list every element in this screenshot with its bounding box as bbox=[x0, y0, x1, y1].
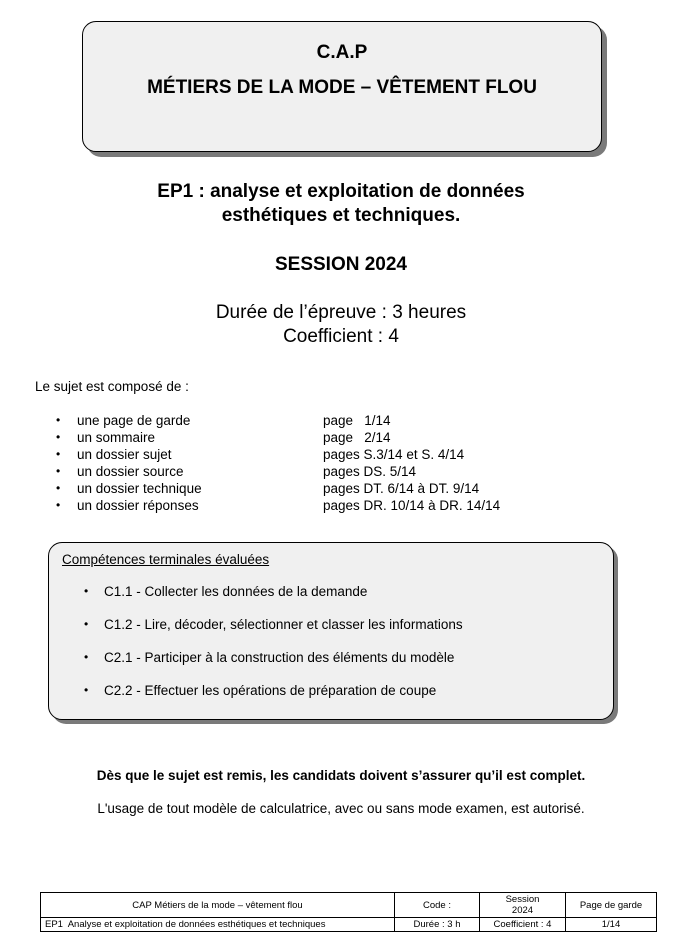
item-label: un dossier réponses bbox=[77, 498, 199, 513]
calculator-notice: L'usage de tout modèle de calculatrice, avec ou sans mode examen, est autorisé. bbox=[97, 801, 585, 816]
list-item bbox=[50, 463, 650, 480]
item-pages: page 1/14 bbox=[323, 413, 391, 428]
competence-text: C2.2 - Effectuer les opérations de préparation de coupe bbox=[104, 683, 437, 698]
footer-table bbox=[40, 892, 657, 932]
list-item bbox=[50, 497, 650, 514]
bullet-icon: • bbox=[56, 498, 61, 512]
diploma-title: C.A.P bbox=[316, 42, 368, 63]
footer-session-label: Session bbox=[505, 894, 540, 905]
footer-coefficient: Coefficient : 4 bbox=[480, 918, 566, 932]
list-item bbox=[50, 429, 650, 446]
bullet-icon: • bbox=[56, 430, 61, 444]
table-row bbox=[41, 893, 657, 918]
title-box bbox=[82, 21, 602, 152]
bullet-icon: • bbox=[56, 447, 61, 461]
item-label: un dossier technique bbox=[77, 481, 202, 496]
footer-diploma: CAP Métiers de la mode – vêtement flou bbox=[41, 893, 395, 918]
bullet-icon: • bbox=[84, 650, 89, 664]
bullet-icon: • bbox=[84, 584, 89, 598]
footer-duration: Durée : 3 h bbox=[395, 918, 480, 932]
item-pages: pages DT. 6/14 à DT. 9/14 bbox=[323, 481, 480, 496]
competence-text: C1.2 - Lire, décoder, sélectionner et classer les informations bbox=[104, 617, 463, 632]
footer-subject: EP1 Analyse et exploitation de données esthétiques et techniques bbox=[41, 918, 395, 932]
exam-title-line2: esthétiques et techniques. bbox=[221, 205, 461, 226]
bullet-icon: • bbox=[84, 683, 89, 697]
footer-code: Code : bbox=[395, 893, 480, 918]
bullet-icon: • bbox=[56, 413, 61, 427]
footer-session bbox=[480, 893, 566, 918]
footer-session-year: 2024 bbox=[511, 905, 534, 916]
contents-intro: Le sujet est composé de : bbox=[35, 379, 189, 394]
bullet-icon: • bbox=[84, 617, 89, 631]
list-item bbox=[50, 412, 650, 429]
completeness-notice: Dès que le sujet est remis, les candidats doivent s’assurer qu’il est complet. bbox=[96, 768, 586, 783]
item-label: une page de garde bbox=[77, 413, 191, 428]
item-label: un sommaire bbox=[77, 430, 156, 445]
contents-list bbox=[50, 412, 650, 514]
exam-duration: Durée de l’épreuve : 3 heures bbox=[215, 302, 467, 323]
competences-title: Compétences terminales évaluées bbox=[62, 552, 270, 567]
list-item bbox=[50, 446, 650, 463]
bullet-icon: • bbox=[56, 464, 61, 478]
competence-text: C2.1 - Participer à la construction des éléments du modèle bbox=[104, 650, 455, 665]
footer-page-number: 1/14 bbox=[566, 918, 657, 932]
item-pages: page 2/14 bbox=[323, 430, 391, 445]
specialty-title: MÉTIERS DE LA MODE – VÊTEMENT FLOU bbox=[147, 77, 537, 98]
item-label: un dossier source bbox=[77, 464, 184, 479]
item-pages: pages DR. 10/14 à DR. 14/14 bbox=[323, 498, 501, 513]
item-pages: pages S.3/14 et S. 4/14 bbox=[323, 447, 465, 462]
exam-coefficient: Coefficient : 4 bbox=[283, 326, 399, 347]
competence-text: C1.1 - Collecter les données de la demande bbox=[104, 584, 368, 599]
competences-box bbox=[48, 542, 614, 720]
item-pages: pages DS. 5/14 bbox=[323, 464, 417, 479]
footer-page-label: Page de garde bbox=[566, 893, 657, 918]
table-row bbox=[41, 918, 657, 932]
exam-title-line1: EP1 : analyse et exploitation de données bbox=[157, 181, 525, 202]
session-title: SESSION 2024 bbox=[274, 254, 408, 275]
list-item bbox=[50, 480, 650, 497]
bullet-icon: • bbox=[56, 481, 61, 495]
item-label: un dossier sujet bbox=[77, 447, 172, 462]
